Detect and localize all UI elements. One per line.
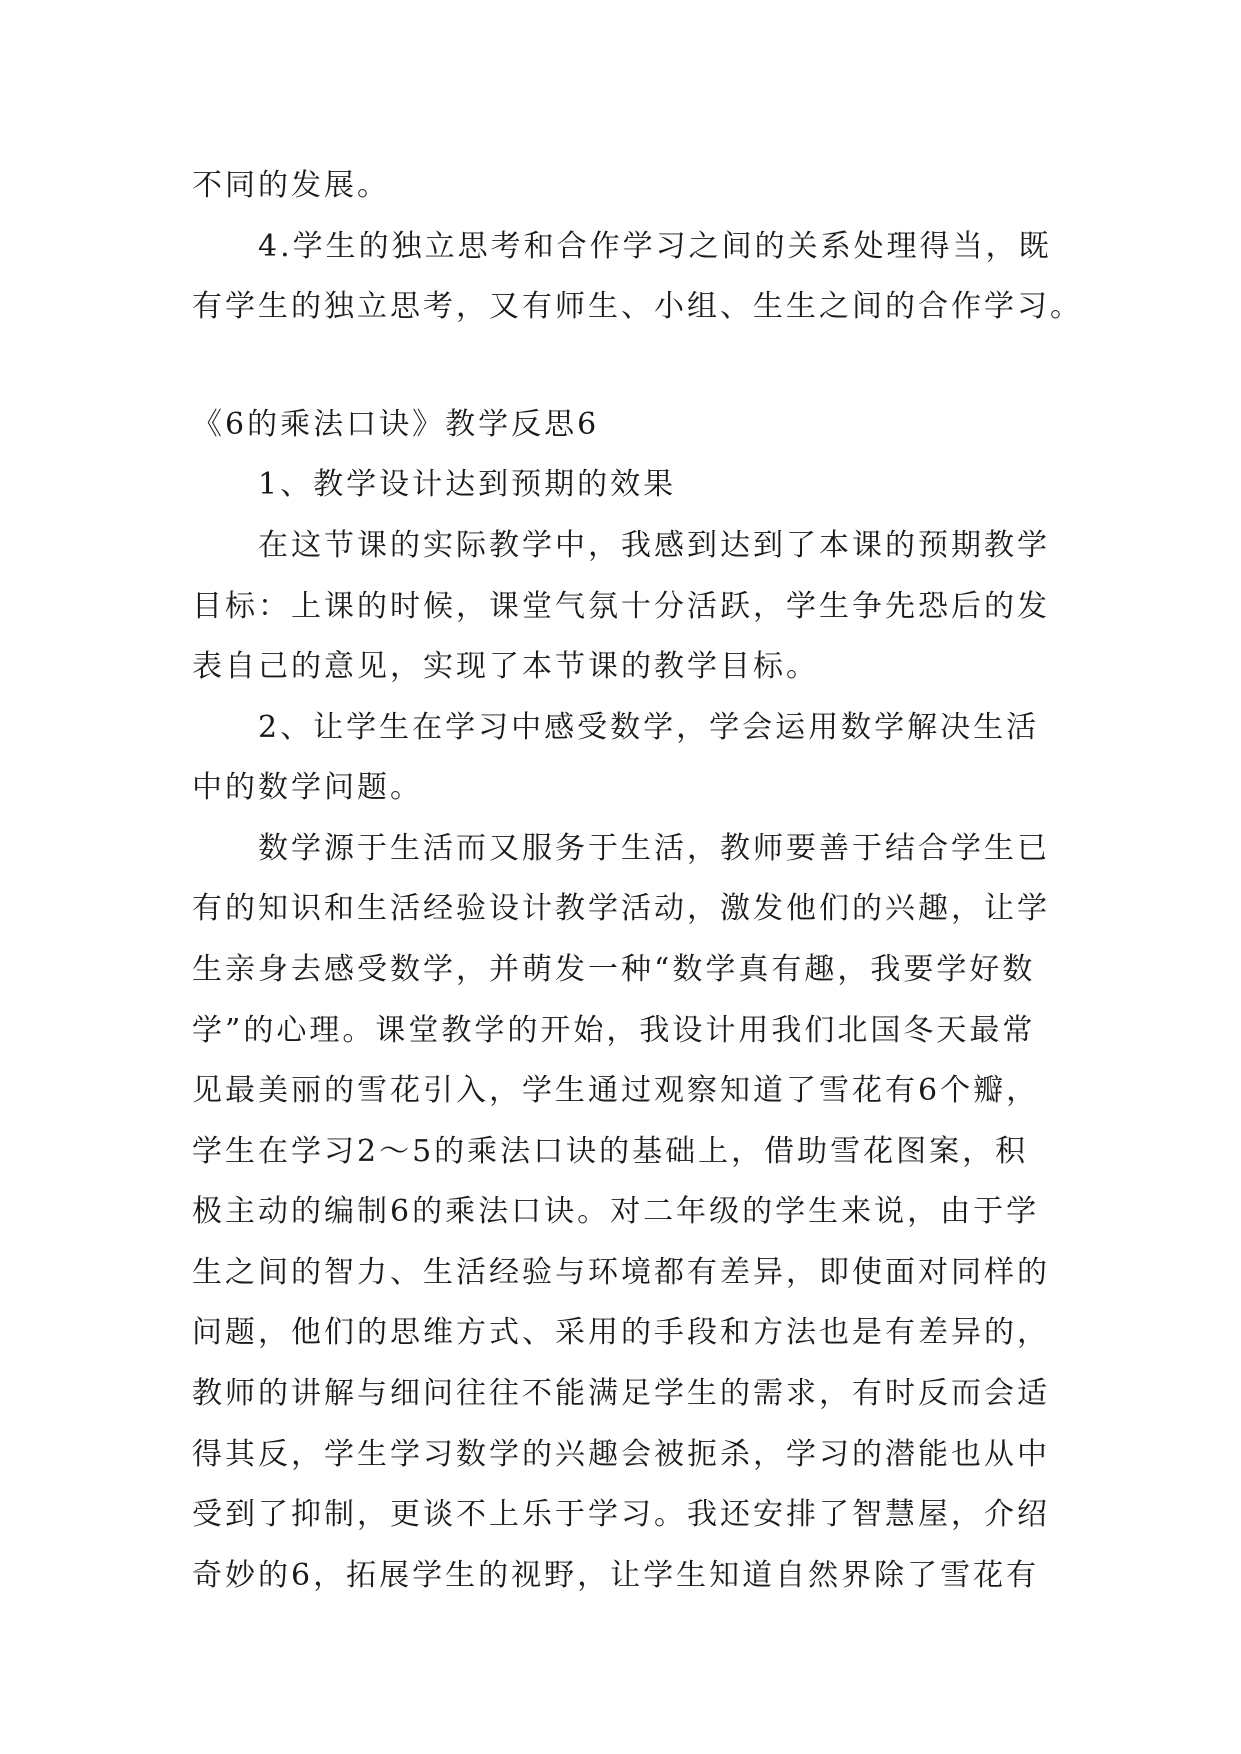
line-text: 不同的发展。 <box>192 168 390 203</box>
text-line <box>0 1369 1241 1419</box>
text-line <box>0 1066 1241 1116</box>
text-line <box>0 884 1241 934</box>
text-line <box>0 1430 1241 1480</box>
text-line <box>0 1490 1241 1540</box>
line-text: 中的数学问题。 <box>192 770 423 805</box>
line-text: 受到了抑制，更谈不上乐于学习。我还安排了智慧屋，介绍 <box>192 1497 1050 1532</box>
text-line <box>0 824 1241 874</box>
line-text: 有的知识和生活经验设计教学活动，激发他们的兴趣，让学 <box>192 891 1050 926</box>
line-text: 目标：上课的时候，课堂气氛十分活跃，学生争先恐后的发 <box>192 589 1050 624</box>
text-line <box>0 282 1241 332</box>
line-text: 见最美丽的雪花引入，学生通过观察知道了雪花有6个瓣， <box>192 1073 1040 1108</box>
line-text: 极主动的编制6的乘法口诀。对二年级的学生来说，由于学 <box>192 1194 1040 1229</box>
line-text: 学”的心理。课堂教学的开始，我设计用我们北国冬天最常 <box>192 1013 1036 1048</box>
line-text: 生亲身去感受数学，并萌发一种“数学真有趣，我要学好数 <box>192 952 1036 987</box>
line-text: 有学生的独立思考，又有师生、小组、生生之间的合作学习。 <box>192 289 1083 324</box>
line-text: 4.学生的独立思考和合作学习之间的关系处理得当，既 <box>258 229 1052 264</box>
text-line <box>0 763 1241 813</box>
text-line <box>0 521 1241 571</box>
text-line <box>0 1127 1241 1177</box>
line-text: 奇妙的6，拓展学生的视野，让学生知道自然界除了雪花有 <box>192 1558 1040 1593</box>
text-line <box>0 1187 1241 1237</box>
text-line <box>0 1308 1241 1358</box>
text-line <box>0 703 1241 753</box>
line-text: 1、教学设计达到预期的效果 <box>258 467 677 502</box>
line-text: 教师的讲解与细问往往不能满足学生的需求，有时反而会适 <box>192 1376 1050 1411</box>
line-text: 得其反，学生学习数学的兴趣会被扼杀，学习的潜能也从中 <box>192 1437 1050 1472</box>
line-text: 生之间的智力、生活经验与环境都有差异，即使面对同样的 <box>192 1255 1050 1290</box>
line-text: 学生在学习2～5的乘法口诀的基础上，借助雪花图案，积 <box>192 1134 1029 1169</box>
text-line <box>0 1006 1241 1056</box>
text-line <box>0 460 1241 510</box>
line-text: 数学源于生活而又服务于生活，教师要善于结合学生已 <box>258 831 1050 866</box>
text-line <box>0 582 1241 632</box>
line-text: 问题，他们的思维方式、采用的手段和方法也是有差异的， <box>192 1315 1050 1350</box>
text-line <box>0 945 1241 995</box>
line-text: 2、让学生在学习中感受数学，学会运用数学解决生活 <box>258 710 1040 745</box>
text-line <box>0 161 1241 211</box>
text-line <box>0 642 1241 692</box>
line-text: 表自己的意见，实现了本节课的教学目标。 <box>192 649 819 684</box>
text-line <box>0 1248 1241 1298</box>
section-heading-text: 《6的乘法口诀》教学反思6 <box>192 407 600 442</box>
text-line <box>0 1551 1241 1601</box>
text-line <box>0 222 1241 272</box>
section-heading <box>0 400 1241 450</box>
line-text: 在这节课的实际教学中，我感到达到了本课的预期教学 <box>258 528 1050 563</box>
